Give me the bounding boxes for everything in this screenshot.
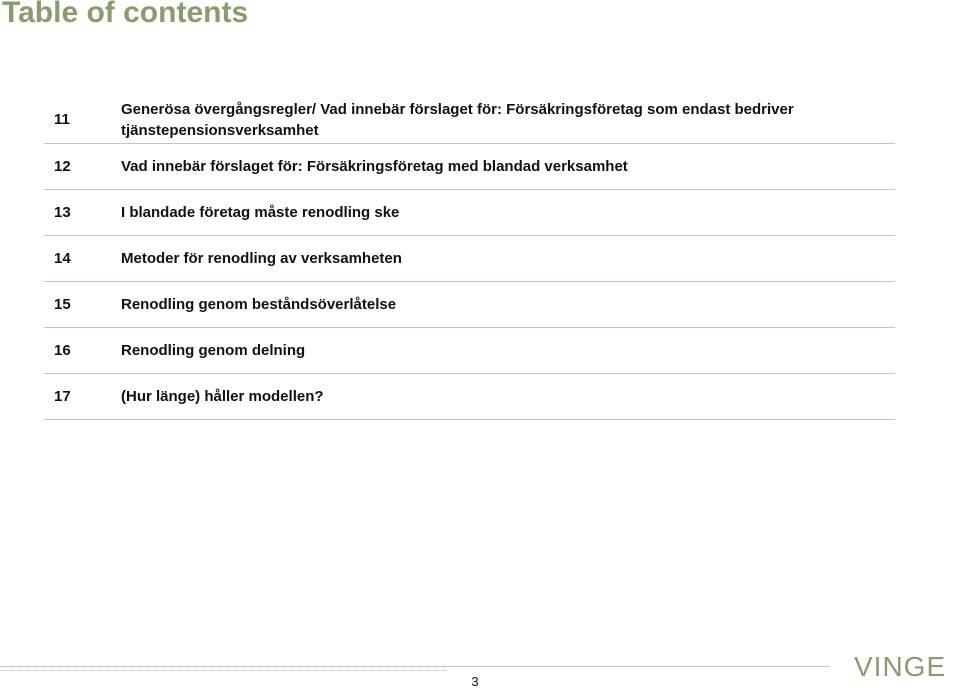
footer-divider-dotted bbox=[0, 670, 446, 671]
toc-entry-14[interactable] bbox=[44, 236, 895, 282]
toc-entry-number: 16 bbox=[54, 341, 71, 359]
footer-divider bbox=[0, 666, 830, 667]
toc-entry-number: 15 bbox=[54, 295, 71, 313]
page-title: Table of contents bbox=[2, 0, 249, 29]
toc-entry-12[interactable] bbox=[44, 144, 895, 190]
toc-entry-15[interactable] bbox=[44, 282, 895, 328]
toc-entry-17[interactable] bbox=[44, 374, 895, 420]
toc-entry-title: (Hur länge) håller modellen? bbox=[121, 388, 324, 405]
toc-entry-title: Vad innebär förslaget för: Försäkringsföretag med blandad verksamhet bbox=[121, 158, 628, 175]
toc-entry-number: 17 bbox=[54, 387, 71, 405]
toc-entry-13[interactable] bbox=[44, 190, 895, 236]
page-number: 3 bbox=[471, 674, 479, 689]
toc-entry-title: Metoder för renodling av verksamheten bbox=[121, 250, 402, 267]
toc-entry-11[interactable] bbox=[44, 96, 895, 144]
toc-entry-number: 11 bbox=[54, 110, 70, 128]
toc-entry-number: 14 bbox=[54, 249, 71, 267]
toc-entry-number: 13 bbox=[54, 203, 71, 221]
toc-entry-title: Renodling genom beståndsöverlåtelse bbox=[121, 296, 397, 313]
toc-entry-title: Renodling genom delning bbox=[121, 342, 306, 359]
toc-entry-16[interactable] bbox=[44, 328, 895, 374]
table-of-contents bbox=[44, 96, 895, 420]
toc-entry-title: Generösa övergångsregler/ Vad innebär förslaget för: Försäkringsföretag som endast bedriver tjänstepensionsverksamhet bbox=[121, 100, 794, 139]
vinge-logo: VINGE bbox=[854, 651, 947, 682]
toc-entry-title: I blandade företag måste renodling ske bbox=[121, 204, 400, 221]
toc-entry-number: 12 bbox=[54, 157, 71, 175]
